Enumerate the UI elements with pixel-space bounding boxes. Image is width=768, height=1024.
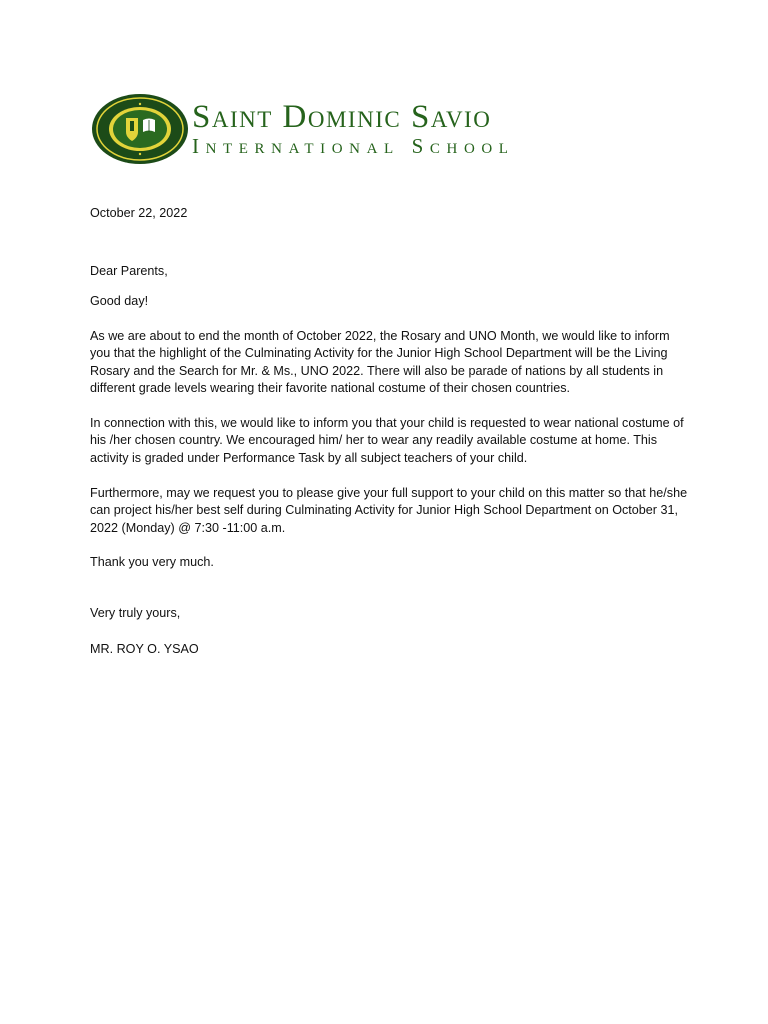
thanks-line: Thank you very much.: [90, 555, 214, 569]
paragraph-3: Furthermore, may we request you to please give your full support to your child on this matter so that he/she can project his/her best self during Culminating Activity for Junior High School Department on October 31, 2022 (Monday) @ 7:30 -11:00 a.m.: [90, 486, 688, 535]
closing: Very truly yours,: [90, 606, 181, 620]
salutation: Dear Parents,: [90, 264, 168, 278]
letter-date: October 22, 2022: [90, 206, 188, 220]
school-seal-icon: [90, 92, 190, 166]
school-name-line1: Saint Dominic Savio: [192, 99, 492, 135]
paragraph-2: In connection with this, we would like to inform you that your child is requested to wear national costume of his /her chosen country. We encouraged him/ her to wear any readily available costume at home. This activity is graded under Performance Task by all subject teachers of your child.: [90, 416, 684, 465]
school-name-line2: International School: [192, 134, 515, 158]
school-name: [192, 101, 515, 157]
letterhead: [90, 92, 650, 166]
greeting: Good day!: [90, 294, 149, 308]
paragraph-1: As we are about to end the month of October 2022, the Rosary and UNO Month, we would like to inform you that the highlight of the Culminating Activity for the Junior High School Department will be the Living Rosary and the Search for Mr. & Ms., UNO 2022. There will also be parade of nations by all students in different grade levels wearing their favorite national costume of their chosen countries.: [90, 329, 670, 396]
signatory: MR. ROY O. YSAO: [90, 642, 199, 656]
